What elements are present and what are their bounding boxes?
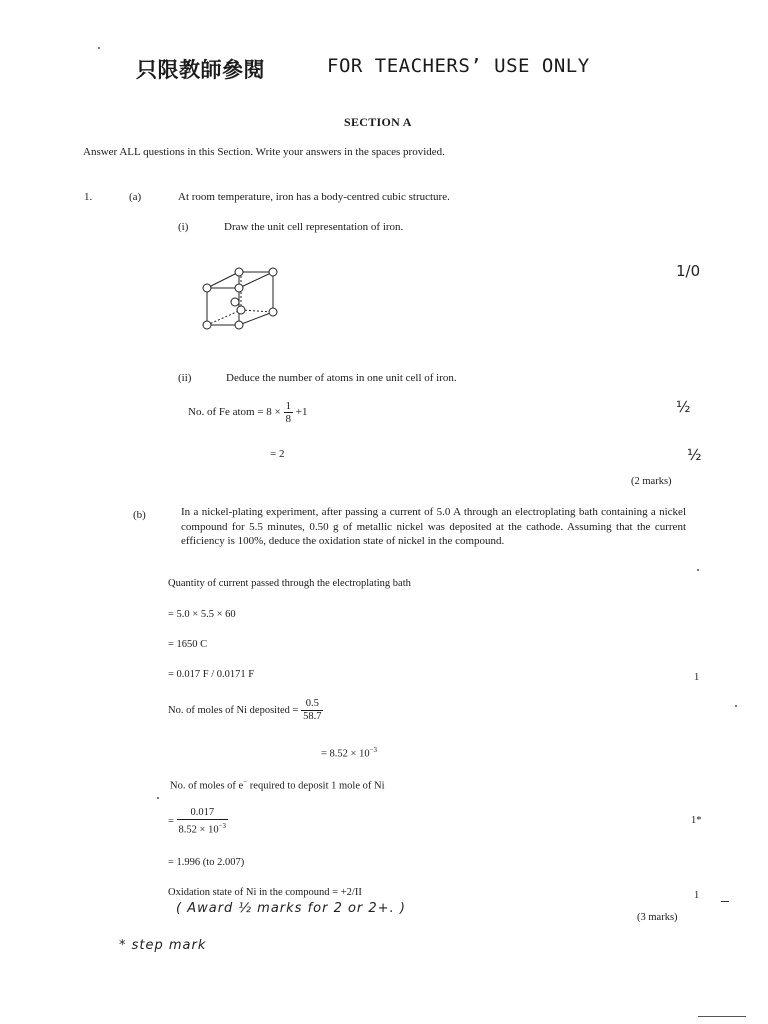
- mark-fe-atom-line2: ½: [687, 446, 702, 464]
- moles-ni-prefix: No. of moles of Ni deposited =: [168, 704, 299, 716]
- part-b-label: (b): [133, 509, 146, 521]
- electron-ratio-den-base: 8.52 × 10: [178, 824, 219, 836]
- scan-speck: [735, 705, 737, 707]
- part-b-stem: In a nickel-plating experiment, after passing a current of 5.0 A through an electroplating bath containing a nickel compound for 5.5 minutes, 0.50 g of metallic nickel was deposited at the cathode. Assuming that the current efficiency is 100%, deduce the oxidation state of nickel in the compound.: [181, 506, 686, 547]
- fe-atom-equation: [188, 400, 307, 425]
- part-a-label: (a): [129, 191, 142, 203]
- electron-ratio-equation: [168, 807, 228, 837]
- subpart-ii-text: Deduce the number of atoms in one unit cell of iron.: [226, 372, 457, 384]
- fe-atom-fraction-num: 1: [285, 400, 292, 412]
- marks-part-a: (2 marks): [631, 476, 672, 487]
- handwritten-award-note: ( Award ½ marks for 2 or 2+. ): [176, 901, 406, 916]
- calc-line: = 5.0 × 5.5 × 60: [168, 609, 236, 620]
- marks-part-b: (3 marks): [637, 912, 678, 923]
- header-chinese-title: 只限教師參閱: [136, 58, 265, 82]
- fe-atom-prefix: No. of Fe atom = 8 ×: [188, 406, 281, 419]
- moles-electron-prefix: No. of moles of e: [170, 780, 244, 792]
- coulomb-line: = 1650 C: [168, 639, 208, 650]
- handwritten-footnote: * step mark: [119, 938, 207, 953]
- mark-electron-ratio: 1*: [691, 815, 702, 826]
- moles-ni-num: 0.5: [301, 698, 323, 711]
- moles-electron-sup: −: [243, 778, 248, 786]
- electron-ratio-num: 0.017: [177, 807, 229, 820]
- scan-speck: [697, 569, 699, 571]
- ratio-result: = 1.996 (to 2.007): [168, 857, 245, 868]
- fe-atom-result: = 2: [270, 448, 285, 460]
- subpart-ii-label: (ii): [178, 372, 192, 384]
- moles-ni-result-exp: −3: [369, 746, 378, 754]
- fe-atom-fraction-den: 8: [285, 413, 292, 425]
- fe-atom-fraction: [284, 400, 294, 425]
- faraday-line: = 0.017 F / 0.0171 F: [168, 669, 255, 680]
- electron-ratio-fraction: [177, 807, 229, 837]
- section-title: SECTION A: [344, 115, 412, 129]
- mark-fe-atom-line1: ½: [676, 398, 691, 416]
- scan-rule: [698, 1016, 746, 1017]
- subpart-i-label: (i): [178, 221, 189, 233]
- mark-subpart-i: 1/0: [676, 262, 701, 280]
- moles-ni-den: 58.7: [303, 711, 322, 722]
- scan-dash: [721, 901, 729, 902]
- quantity-heading: Quantity of current passed through the electroplating bath: [168, 578, 411, 589]
- moles-electron-suffix: required to deposit 1 mole of Ni: [247, 780, 385, 792]
- scan-speck: [157, 797, 159, 799]
- electron-ratio-den: [177, 820, 229, 837]
- subpart-i-text: Draw the unit cell representation of iron.: [224, 221, 404, 233]
- electron-ratio-den-exp: −3: [218, 822, 227, 830]
- electron-ratio-eq: =: [168, 816, 174, 828]
- scan-speck: [98, 47, 100, 49]
- moles-ni-equation: [168, 698, 323, 723]
- oxidation-state-line: Oxidation state of Ni in the compound = +2/II: [168, 887, 362, 898]
- mark-oxidation: 1: [694, 890, 700, 901]
- moles-ni-result: [321, 746, 377, 760]
- moles-ni-fraction: [301, 698, 323, 723]
- moles-ni-result-base: = 8.52 × 10: [321, 748, 370, 760]
- fe-atom-suffix: +1: [295, 406, 308, 419]
- part-a-stem: At room temperature, iron has a body-centred cubic structure.: [178, 191, 450, 203]
- moles-electron-line: [170, 778, 385, 792]
- instructions: Answer ALL questions in this Section. Write your answers in the spaces provided.: [83, 146, 445, 158]
- bcc-unit-cell-drawing: [195, 262, 285, 334]
- mark-faraday: 1: [694, 672, 700, 683]
- header-english-title: FOR TEACHERS’ USE ONLY: [327, 55, 590, 77]
- question-number: 1.: [84, 191, 93, 203]
